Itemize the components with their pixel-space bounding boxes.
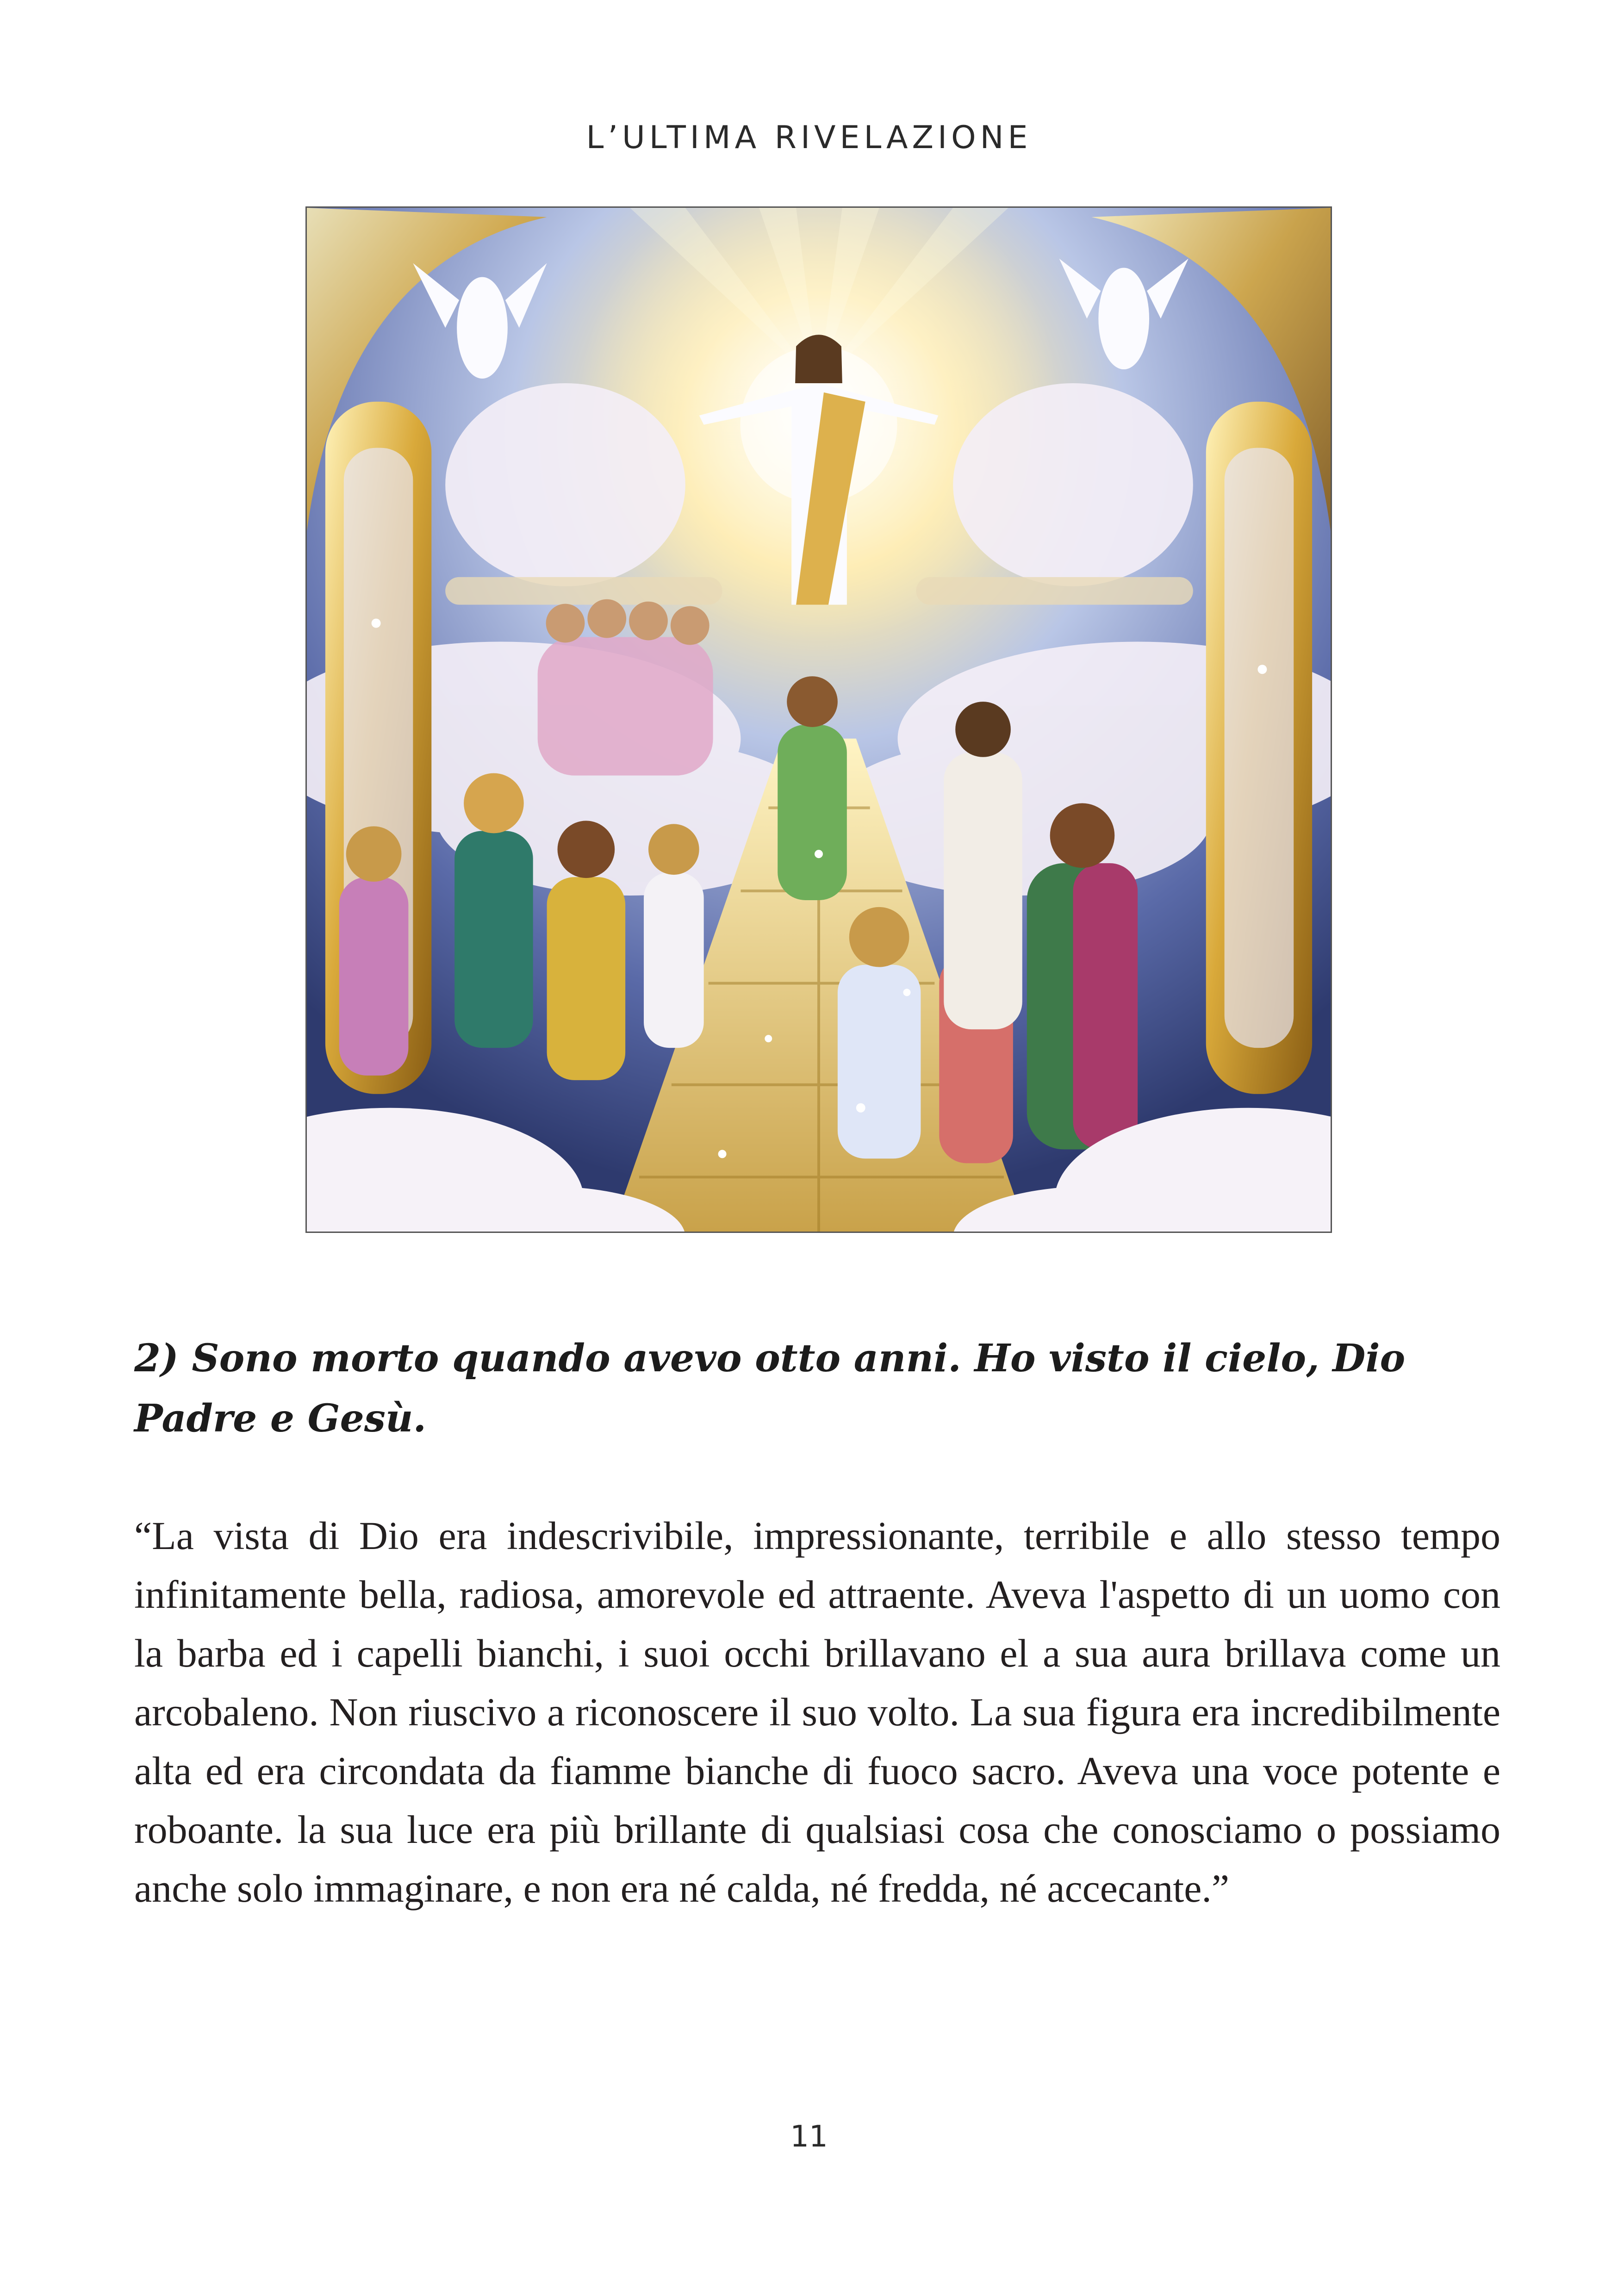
running-header: L’ULTIMA RIVELAZIONE (586, 119, 1032, 156)
body-paragraph: “La vista di Dio era indescrivibile, impressionante, terribile e allo stesso tempo infinitamente bella, radiosa, amorevole ed attraente. Aveva l'aspetto di un uomo con la barba ed i capelli bianchi, i suoi occhi brillavano el a sua aura brillava come un arcobaleno. Non riuscivo a riconoscere il suo volto. La sua figura era incredibilmente alta ed era circondata da fiamme bianche di fuoco sacro. Aveva una voce potente e roboante. la sua luce era più brillante di qualsiasi cosa che conosciamo o possiamo anche solo immaginare, e non era né calda, né fredda, né accecante.” (134, 1513, 1500, 1910)
page-number: 11 (790, 2120, 828, 2154)
heaven-scene-illustration (305, 206, 1332, 1233)
illustration-artwork (307, 208, 1331, 1232)
chapter-heading: 2) Sono morto quando avevo otto anni. Ho visto il cielo, Dio Padre e Gesù. (134, 1336, 1406, 1441)
